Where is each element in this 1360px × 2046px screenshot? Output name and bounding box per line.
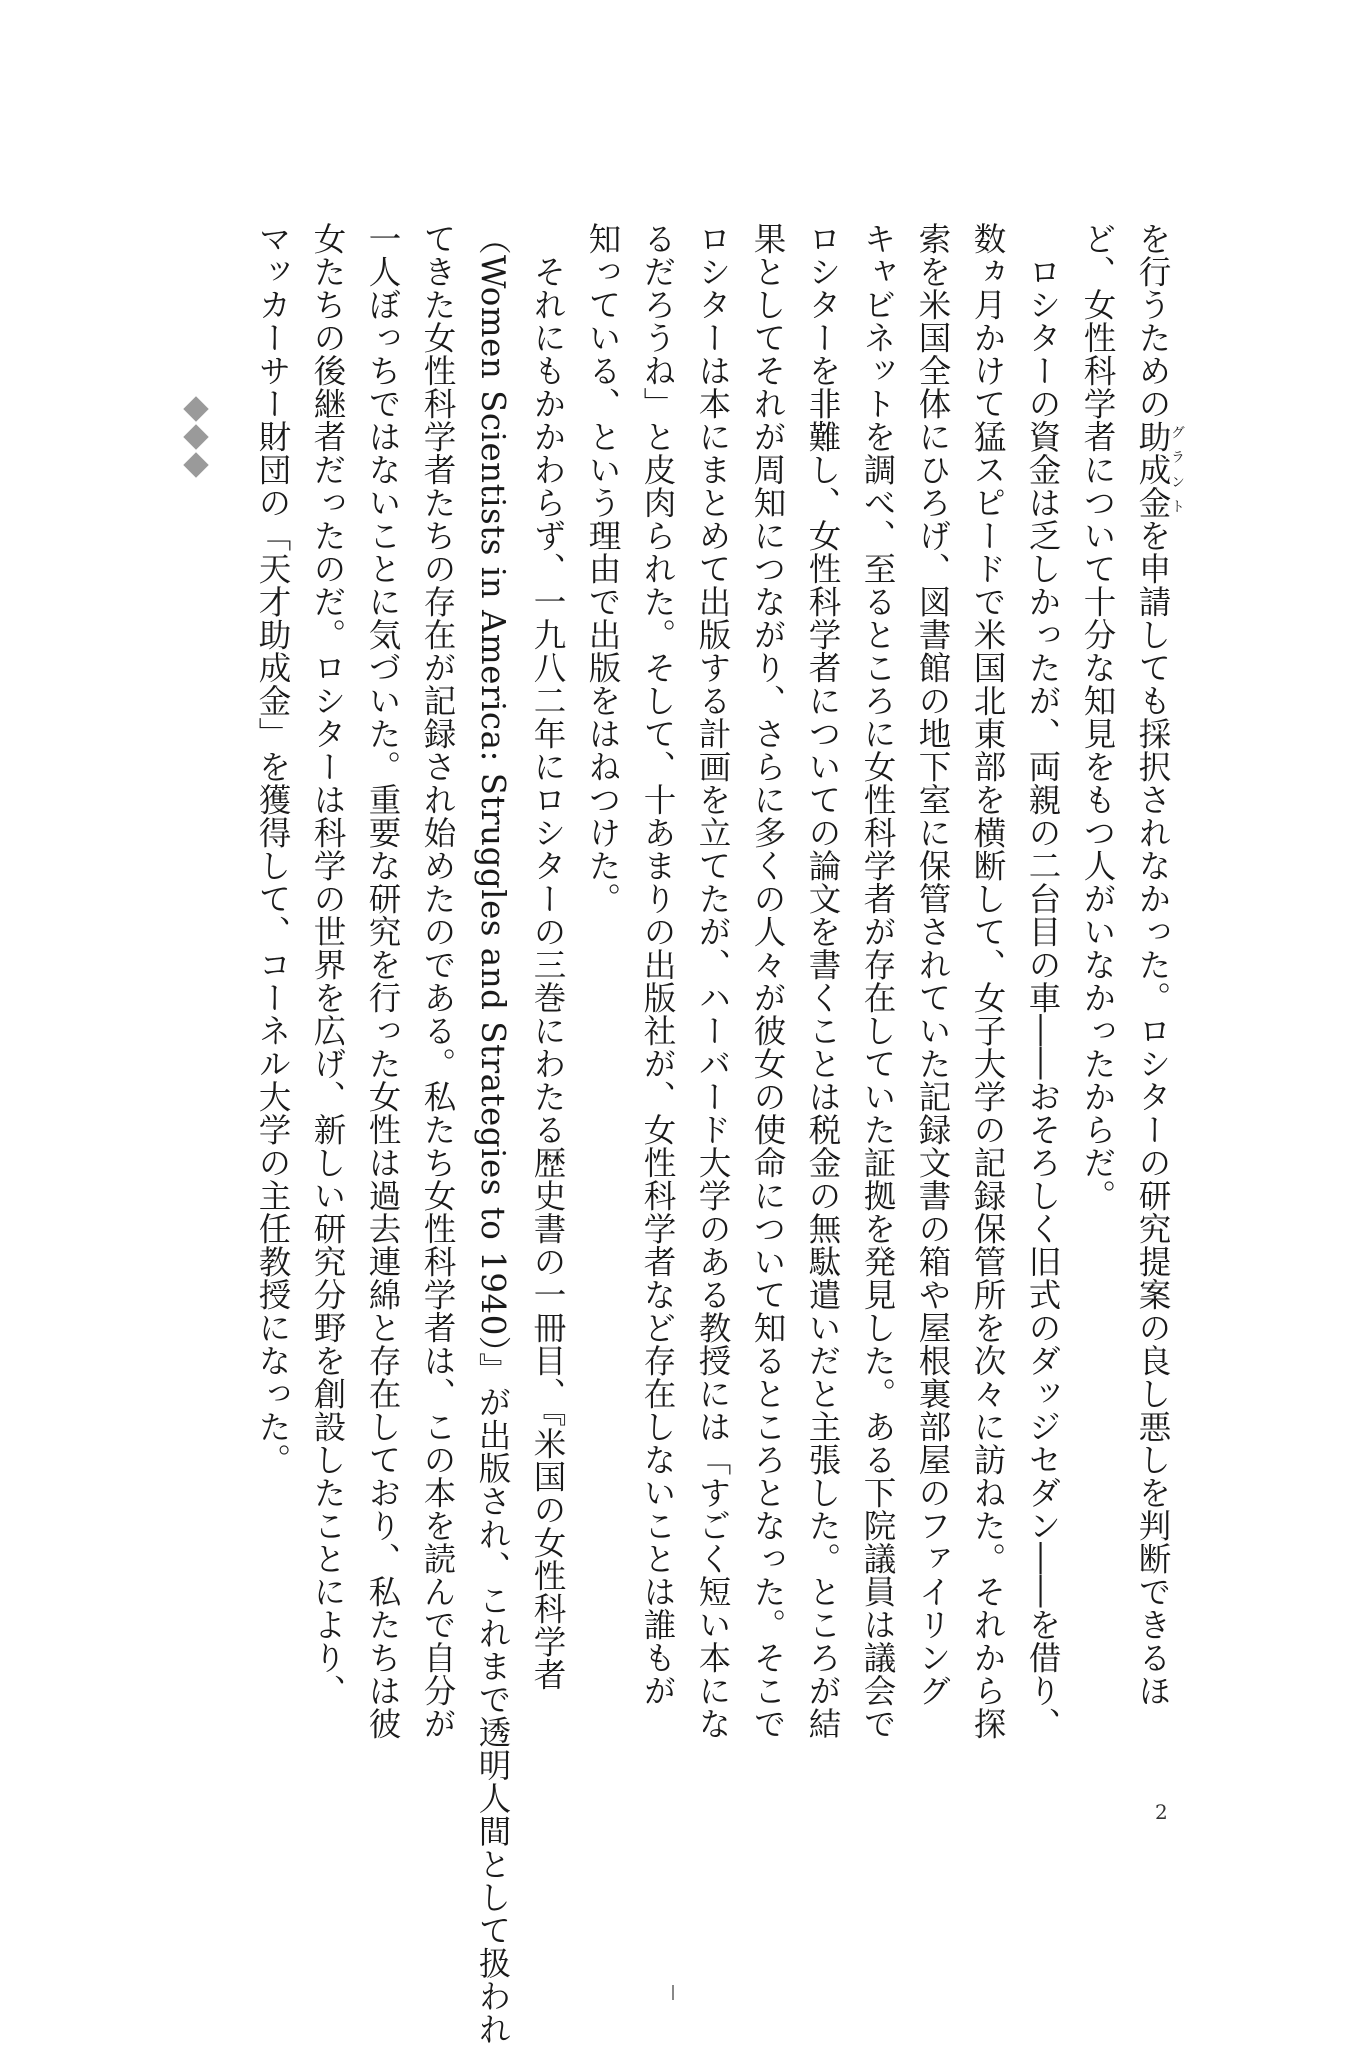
- ruby-base: 助成金: [1134, 420, 1172, 519]
- text-line: てきた女性科学者たちの存在が記録され始めたのである。私たち女性科学者は、この本を読んで自分が: [419, 222, 457, 1740]
- text-line: ロシターは本にまとめて出版する計画を立てたが、ハーバード大学のある教授には「すごく短い本にな: [694, 222, 732, 1740]
- crop-mark: [672, 1985, 674, 2000]
- text-line: それにもかかわらず、一九八二年にロシターの三巻にわたる歴史書の一冊目、『米国の女性科学者: [529, 222, 567, 1691]
- text-line: 一人ぼっちではないことに気づいた。重要な研究を行った女性は過去連綿と存在しており、私たちは彼: [364, 222, 402, 1740]
- section-break-ornament: [181, 395, 211, 479]
- ruby-annotation: [1134, 420, 1185, 519]
- text-line: キャビネットを調べ、至るところに女性科学者が存在していた証拠を発見した。ある下院議員は議会で: [859, 222, 897, 1740]
- text-line: ど、女性科学者について十分な知見をもつ人がいなかったからだ。: [1079, 222, 1117, 1212]
- page-number: 2: [1155, 1800, 1168, 1824]
- ruby-reading: グラント: [1169, 420, 1185, 519]
- vertical-text-body: [245, 222, 1185, 2046]
- text-line: を行うための助成金グラントを申請しても採択されなかった。ロシターの研究提案の良し悪しを判断できるほ: [1134, 222, 1185, 1707]
- text-line: るだろうね」と皮肉られた。そして、十あまりの出版社が、女性科学者など存在しないことは誰もが: [639, 222, 677, 1707]
- diamond-icon: [183, 452, 208, 477]
- text-line: （Women Scientists in America: Struggles and Strategies to 1940）』が出版され、これまで透明人間として扱われ: [474, 222, 512, 2046]
- text-line: 女たちの後継者だったのだ。ロシターは科学の世界を広げ、新しい研究分野を創設したことにより、: [309, 222, 347, 1707]
- text-line: 知っている、という理由で出版をはねつけた。: [584, 222, 622, 915]
- diamond-icon: [183, 424, 208, 449]
- text-line: 果としてそれが周知につながり、さらに多くの人々が彼女の使命について知るところとなった。そこで: [749, 222, 787, 1740]
- text-line: ロシターの資金は乏しかったが、両親の二台目の車――おそろしく旧式のダッジセダン――を借り、: [1024, 222, 1062, 1740]
- text-line: マッカーサー財団の「天才助成金」を獲得して、コーネル大学の主任教授になった。: [254, 222, 292, 1476]
- text-line: ロシターを非難し、女性科学者についての論文を書くことは税金の無駄遣いだと主張した。ところが結: [804, 222, 842, 1740]
- diamond-icon: [183, 396, 208, 421]
- text-line: 索を米国全体にひろげ、図書館の地下室に保管されていた記録文書の箱や屋根裏部屋のファイリング: [914, 222, 952, 1707]
- text-line: 数ヵ月かけて猛スピードで米国北東部を横断して、女子大学の記録保管所を次々に訪ねた。それから探: [969, 222, 1007, 1740]
